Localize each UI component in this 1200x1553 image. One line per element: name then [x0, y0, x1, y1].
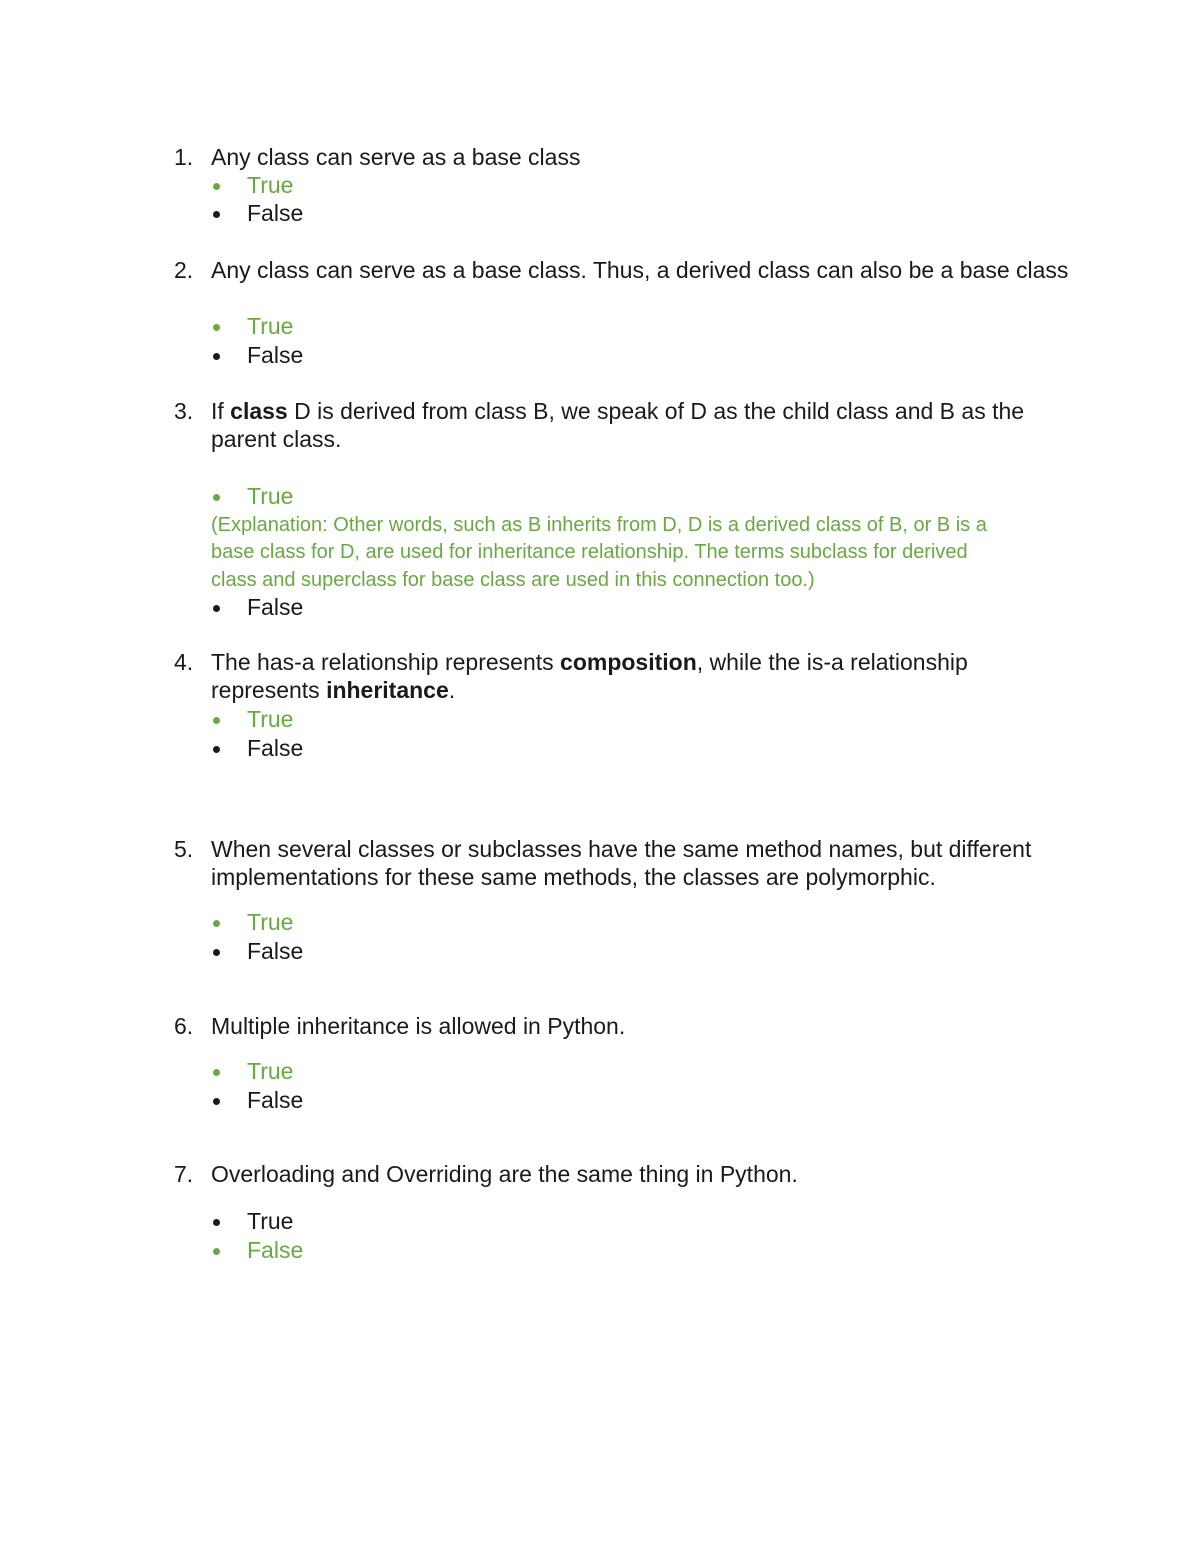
option-true: True: [247, 313, 294, 339]
bold-term: inheritance: [326, 677, 449, 703]
bullet-icon: [213, 1098, 220, 1105]
question-text-line-2: parent class.: [211, 426, 342, 452]
question-number: 7.: [174, 1161, 194, 1187]
question-text-line-2: implementations for these same methods, the classes are polymorphic.: [211, 864, 936, 890]
option-false: False: [247, 735, 304, 761]
option-true: True: [247, 909, 294, 935]
bullet-icon: [213, 1069, 220, 1076]
question-number: 1.: [174, 144, 194, 170]
text-segment: .: [448, 677, 456, 703]
option-true: True: [247, 1208, 294, 1234]
bullet-icon: [213, 920, 220, 927]
bold-term: class: [230, 398, 288, 424]
explanation-line-2: base class for D, are used for inheritance relationship. The terms subclass for derived: [211, 541, 968, 563]
question-number: 6.: [174, 1013, 194, 1039]
text-segment: The has-a relationship represents: [211, 649, 561, 675]
text-segment: represents: [211, 677, 327, 703]
option-true: True: [247, 483, 294, 509]
question-text: Any class can serve as a base class. Thus, a derived class can also be a base class: [211, 257, 1069, 283]
question-text: Overloading and Overriding are the same thing in Python.: [211, 1161, 798, 1187]
question-text-line-1: [211, 648, 1071, 676]
question-number: 2.: [174, 257, 194, 283]
bullet-icon: [213, 949, 220, 956]
option-false: False: [247, 342, 304, 368]
option-false: False: [247, 1237, 304, 1263]
bullet-icon: [213, 324, 220, 331]
explanation-line-1: (Explanation: Other words, such as B inherits from D, D is a derived class of B, or B is a: [211, 514, 987, 536]
question-number: 5.: [174, 836, 194, 862]
question-number: 3.: [174, 398, 194, 424]
question-text-line-2: [211, 676, 1071, 704]
bullet-icon: [213, 717, 220, 724]
question-text-line-1: [211, 397, 1071, 425]
option-false: False: [247, 1087, 304, 1113]
question-text-line-1: When several classes or subclasses have the same method names, but different: [211, 836, 1032, 862]
bullet-icon: [213, 746, 220, 753]
option-true: True: [247, 1058, 294, 1084]
bold-term: composition: [560, 649, 697, 675]
explanation-line-3: class and superclass for base class are used in this connection too.): [211, 569, 815, 591]
question-number: 4.: [174, 649, 194, 675]
bullet-icon: [213, 605, 220, 612]
bullet-icon: [213, 353, 220, 360]
option-false: False: [247, 938, 304, 964]
bullet-icon: [213, 1219, 220, 1226]
option-false: False: [247, 594, 304, 620]
bullet-icon: [213, 494, 220, 501]
question-text: Any class can serve as a base class: [211, 144, 581, 170]
option-false: False: [247, 200, 304, 226]
option-true: True: [247, 172, 294, 198]
text-segment: If: [211, 398, 231, 424]
bullet-icon: [213, 183, 220, 190]
option-true: True: [247, 706, 294, 732]
bullet-icon: [213, 211, 220, 218]
text-segment: , while the is-a relationship: [696, 649, 968, 675]
text-segment: D is derived from class B, we speak of D as the child class and B as the: [287, 398, 1025, 424]
question-text: Multiple inheritance is allowed in Python.: [211, 1013, 626, 1039]
bullet-icon: [213, 1248, 220, 1255]
